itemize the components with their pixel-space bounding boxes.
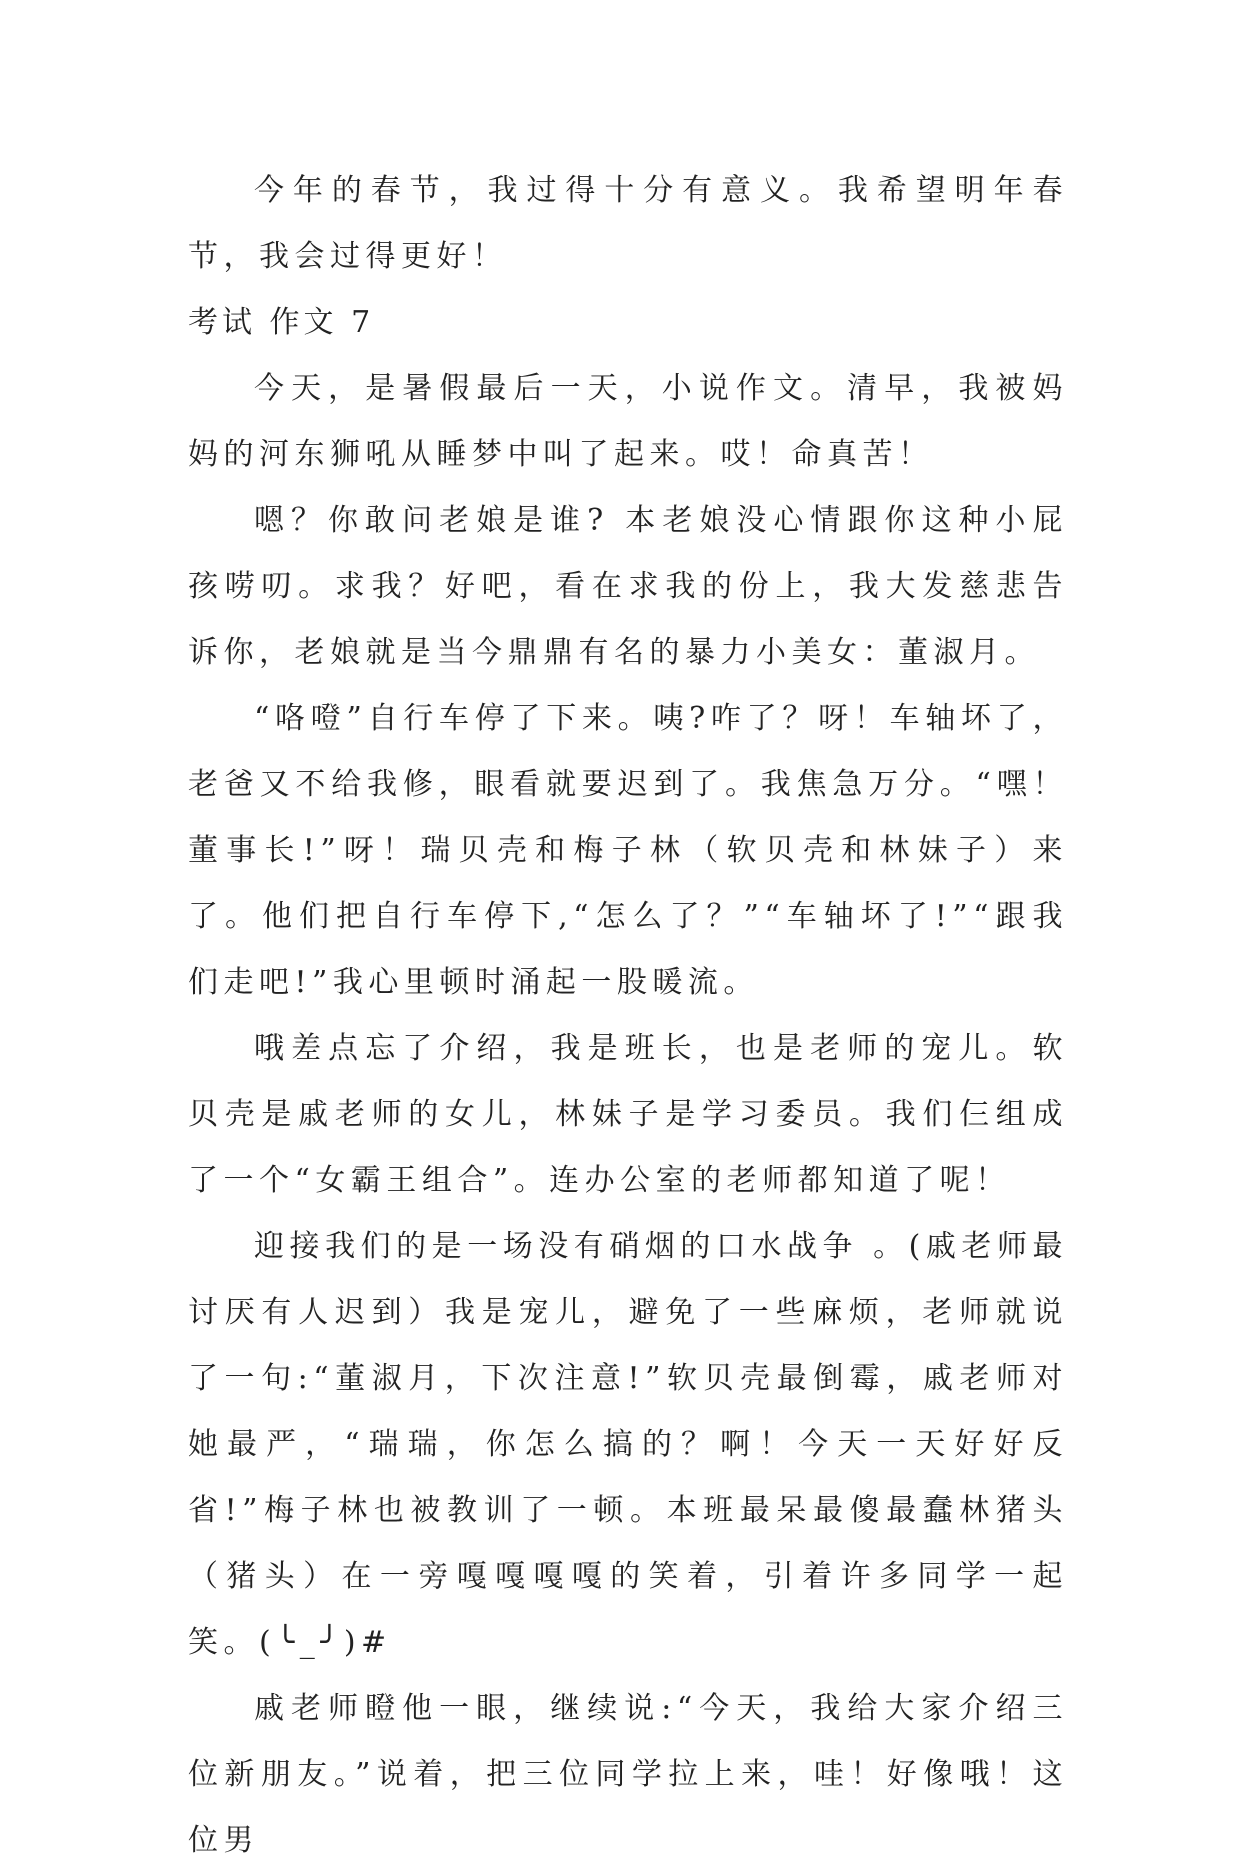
paragraph-3: 嗯？你敢问老娘是谁? 本老娘没心情跟你这种小屁孩唠叨。求我？好吧，看在求我的份上，我大发慈悲告诉你，老娘就是当今鼎鼎有名的暴力小美女：董淑月。	[188, 503, 1068, 670]
document-body	[188, 158, 1068, 1874]
paragraph-6: 迎接我们的是一场没有硝烟的口水战争 。(戚老师最讨厌有人迟到）我是宠儿，避免了一些麻烦，老师就说了一句:“董淑月，下次注意!”软贝壳最倒霉，戚老师对她最严，“瑞瑞，你怎么搞的？啊！今天一天好好反省!”梅子林也被教训了一顿。本班最呆最傻最蠢林猪头（猪头）在一旁嘎嘎嘎嘎的笑着，引着许多同学一起笑。(╰_╯)#	[188, 1229, 1068, 1660]
section-heading: 考试 作文 7	[188, 305, 375, 340]
paragraph-5: 哦差点忘了介绍，我是班长，也是老师的宠儿。软贝壳是戚老师的女儿，林妹子是学习委员。我们仨组成了一个“女霸王组合”。连办公室的老师都知道了呢！	[188, 1031, 1068, 1198]
paragraph-1: 今年的春节，我过得十分有意义。我希望明年春节，我会过得更好！	[188, 173, 1068, 274]
paragraph-2: 今天，是暑假最后一天，小说作文。清早，我被妈妈的河东狮吼从睡梦中叫了起来。哎！命真苦！	[188, 371, 1068, 472]
paragraph-4: “咯噔”自行车停了下来。咦?咋了？呀！车轴坏了，老爸又不给我修，眼看就要迟到了。我焦急万分。“嘿！董事长!”呀！瑞贝壳和梅子林（软贝壳和林妹子）来了。他们把自行车停下,“怎么了？”“车轴坏了!”“跟我们走吧!”我心里顿时涌起一股暖流。	[188, 701, 1068, 1000]
paragraph-7: 戚老师瞪他一眼，继续说:“今天，我给大家介绍三位新朋友。”说着，把三位同学拉上来，哇！好像哦！这位男	[188, 1691, 1068, 1858]
